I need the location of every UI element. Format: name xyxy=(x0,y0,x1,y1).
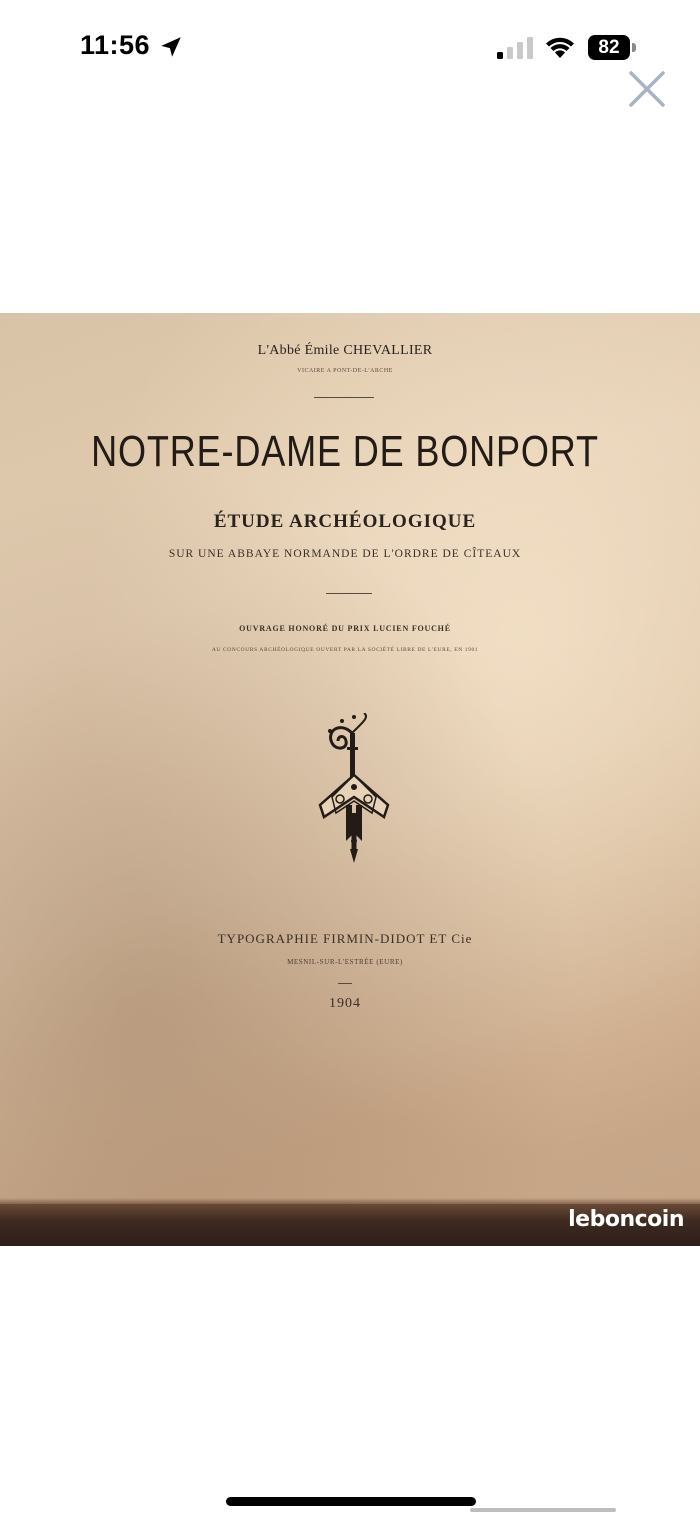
crozier-and-mitre-emblem xyxy=(312,713,396,865)
book-title-page xyxy=(0,313,700,1246)
wifi-icon xyxy=(543,34,577,60)
printer-place: MESNIL-SUR-L'ESTRÉE (EURE) xyxy=(287,958,403,966)
battery-icon xyxy=(588,35,636,60)
status-time: 11:56 xyxy=(80,30,151,60)
printer: TYPOGRAPHIE FIRMIN-DIDOT ET Cie xyxy=(217,931,473,946)
divider xyxy=(338,983,352,984)
divider xyxy=(314,397,374,398)
home-indicator-track xyxy=(470,1508,616,1512)
close-icon[interactable] xyxy=(624,66,670,112)
listing-photo[interactable] xyxy=(0,313,700,1246)
status-bar xyxy=(0,0,700,100)
book-subtitle-line2: SUR UNE ABBAYE NORMANDE DE L'ORDRE DE CÎTEAUX xyxy=(168,548,522,560)
cellular-signal-icon xyxy=(497,37,533,59)
battery-level: 82 xyxy=(588,35,630,60)
honor-line: OUVRAGE HONORÉ DU PRIX LUCIEN FOUCHÉ xyxy=(239,624,451,633)
book-subtitle: ÉTUDE ARCHÉOLOGIQUE xyxy=(213,511,477,532)
book-title: NOTRE-DAME DE BONPORT xyxy=(91,427,599,476)
home-indicator[interactable] xyxy=(226,1497,476,1506)
leboncoin-watermark: leboncoin xyxy=(568,1207,684,1232)
author-subtitle: VICAIRE A PONT-DE-L'ARCHE xyxy=(297,368,393,374)
honor-detail: AU CONCOURS ARCHÉOLOGIQUE OUVERT PAR LA SOCIÉTÉ LIBRE DE L'EURE, EN 1901 xyxy=(211,647,479,653)
publication-year: 1904 xyxy=(329,996,361,1011)
book-author: L'Abbé Émile CHEVALLIER xyxy=(257,343,433,358)
divider xyxy=(326,593,372,594)
location-arrow-icon xyxy=(158,34,184,60)
battery-cap xyxy=(632,43,636,52)
